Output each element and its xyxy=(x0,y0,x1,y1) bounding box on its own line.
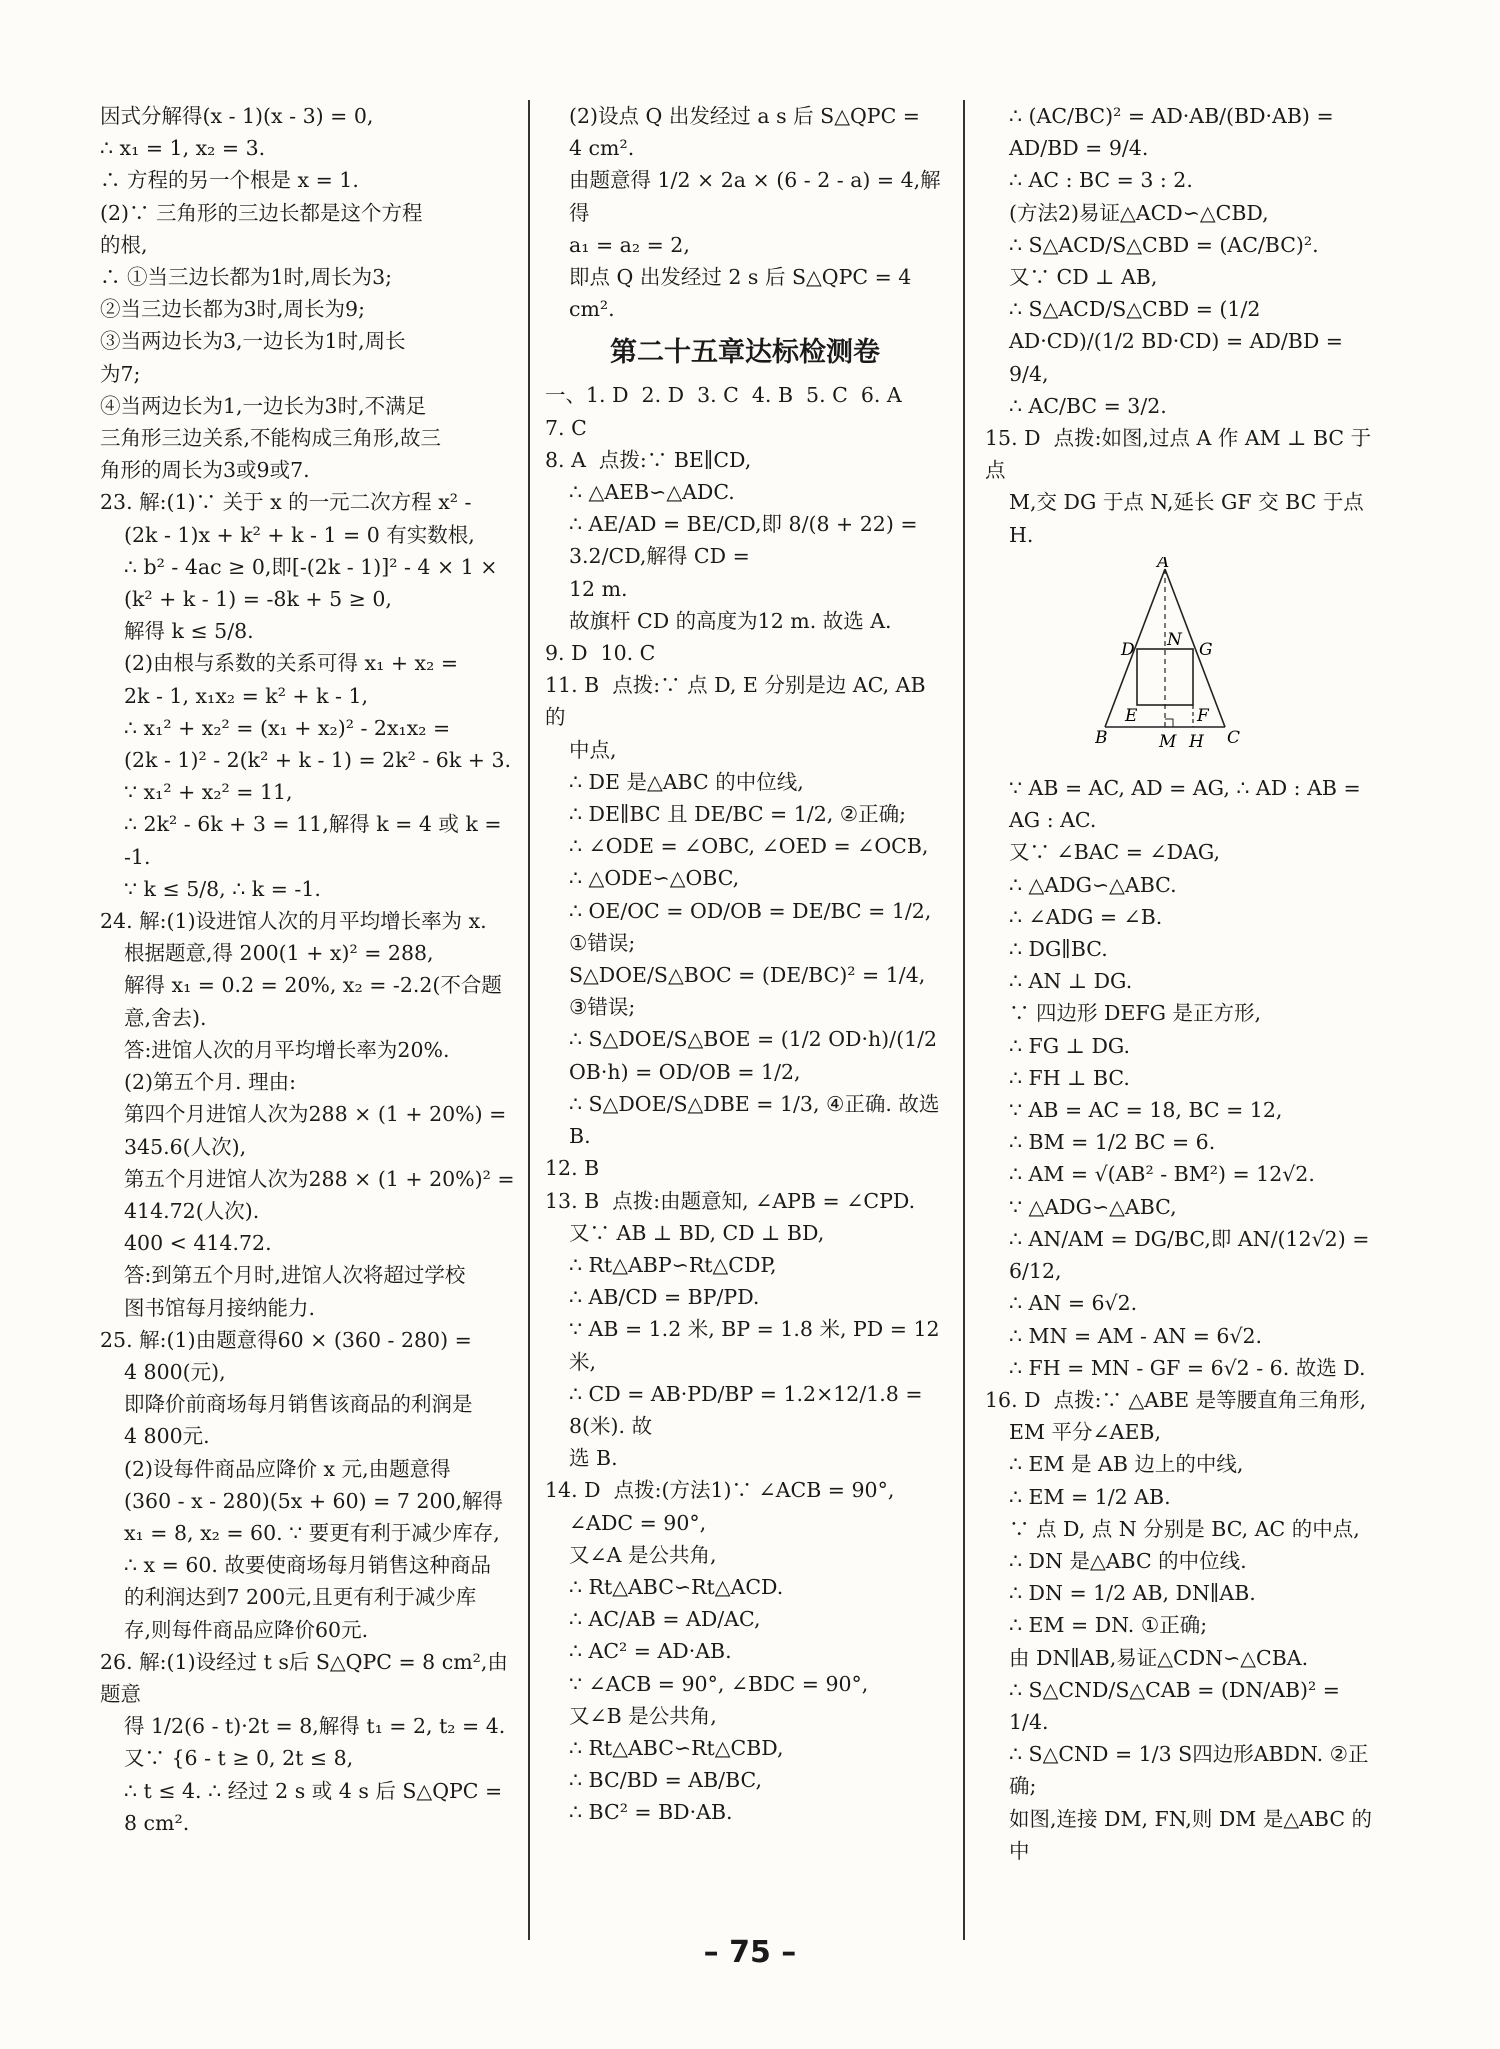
text-line: 即点 Q 出发经过 2 s 后 S△QPC = 4 cm². xyxy=(569,265,918,322)
text-line: ∠ADC = 90°, xyxy=(569,1510,707,1535)
text-line: (2)由根与系数的关系可得 x₁ + x₂ = xyxy=(124,651,459,676)
text-line: ∴ BC/BD = AB/BC, xyxy=(569,1768,762,1793)
text-line: ∴ AN/AM = DG/BC,即 AN/(12√2) = 6/12, xyxy=(1009,1226,1376,1284)
text-line: 又∵ CD ⊥ AB, xyxy=(1009,265,1158,290)
column-divider xyxy=(528,100,530,1940)
chapter-title: 第二十五章达标检测卷 xyxy=(610,337,880,369)
label-n: N xyxy=(1167,629,1182,650)
text-line: ∴ EM = DN. ①正确; xyxy=(1009,1613,1208,1638)
text-line: ∴ (AC/BC)² = AD·AB/(BD·AB) = AD/BD = 9/4. xyxy=(1009,104,1341,161)
text-line: 2k - 1, x₁x₂ = k² + k - 1, xyxy=(124,683,369,708)
text-line: ③当两边长为3,一边长为1时,周长 xyxy=(100,329,406,354)
text-line: 又∵ ∠BAC = ∠DAG, xyxy=(1009,840,1221,865)
text-line: S△DOE/S△BOC = (DE/BC)² = 1/4, ③错误; xyxy=(569,963,932,1020)
answers-1-6: 一、1. D 2. D 3. C 4. B 5. C 6. A xyxy=(545,383,902,408)
text-line: (2k - 1)x + k² + k - 1 = 0 有实数根, xyxy=(124,522,475,547)
text-line: 400 < 414.72. xyxy=(124,1231,272,1256)
text-line: 角形的周长为3或9或7. xyxy=(100,458,310,483)
text-line: ∴ MN = AM - AN = 6√2. xyxy=(1009,1323,1263,1348)
text-line: ∴ ①当三边长都为1时,周长为3; xyxy=(100,265,393,290)
text-line: (2k - 1)² - 2(k² + k - 1) = 2k² - 6k + 3. xyxy=(124,748,512,773)
text-line: ∵ 四边形 DEFG 是正方形, xyxy=(1009,1001,1262,1026)
page-number: – 75 – xyxy=(703,1935,797,1970)
text-line: 存,则每件商品应降价60元. xyxy=(124,1617,369,1642)
text-line: 因式分解得(x - 1)(x - 3) = 0, xyxy=(100,104,374,128)
text-line: 由题意得 1/2 × 2a × (6 - 2 - a) = 4,解得 xyxy=(569,168,941,225)
column-divider xyxy=(963,100,965,1940)
question-11: 11. B 点拨:∵ 点 D, E 分别是边 AC, AB 的 xyxy=(545,673,933,730)
label-g: G xyxy=(1199,639,1213,660)
text-line: ∴ DE 是△ABC 的中位线, xyxy=(569,769,804,794)
text-line: ∴ OE/OC = OD/OB = DE/BC = 1/2, ①错误; xyxy=(569,898,938,955)
text-line: ∵ AB = AC, AD = AG, ∴ AD : AB = AG : AC. xyxy=(1009,776,1368,833)
text-line: 三角形三边关系,不能构成三角形,故三 xyxy=(100,426,442,451)
text-line: EM 平分∠AEB, xyxy=(1009,1420,1161,1445)
edge-ab xyxy=(1105,569,1165,727)
text-line: 的根, xyxy=(100,232,148,257)
text-line: ∵ AB = 1.2 米, BP = 1.8 米, PD = 12 米, xyxy=(569,1317,947,1374)
text-line: ∴ AE/AD = BE/CD,即 8/(8 + 22) = 3.2/CD,解得 CD = xyxy=(569,512,925,569)
text-line: 故旗杆 CD 的高度为12 m. 故选 A. xyxy=(569,608,892,633)
text-line: ∴ FH ⊥ BC. xyxy=(1009,1065,1130,1090)
text-line: (方法2)易证△ACD∽△CBD, xyxy=(1009,200,1269,225)
label-f: F xyxy=(1197,705,1209,726)
right-angle-mark xyxy=(1165,719,1173,727)
question-16: 16. D 点拨:∵ △ABE 是等腰直角三角形, xyxy=(985,1387,1367,1412)
text-line: ④当两边长为1,一边长为3时,不满足 xyxy=(100,393,427,418)
text-line: ∴ Rt△ABC∽Rt△CBD, xyxy=(569,1735,784,1760)
text-line: (2)∵ 三角形的三边长都是这个方程 xyxy=(100,200,423,225)
text-line: ∴ EM = 1/2 AB. xyxy=(1009,1484,1171,1509)
text-line: ∴ ∠ODE = ∠OBC, ∠OED = ∠OCB, xyxy=(569,834,929,859)
text-line: ∴ DG∥BC. xyxy=(1009,937,1108,962)
text-line: 345.6(人次), xyxy=(124,1134,247,1159)
text-line: ∴ S△CND = 1/3 S四边形ABDN. ②正确; xyxy=(1009,1742,1369,1799)
label-h: H xyxy=(1189,731,1204,752)
text-line: ∴ DE∥BC 且 DE/BC = 1/2, ②正确; xyxy=(569,802,907,827)
question-24: 24. 解:(1)设进馆人次的月平均增长率为 x. xyxy=(100,909,487,934)
column-1 xyxy=(100,100,515,1839)
text-line: 4 800元. xyxy=(124,1424,210,1449)
text-line: ∴ AC/BC = 3/2. xyxy=(1009,393,1167,418)
question-13: 13. B 点拨:由题意知, ∠APB = ∠CPD. xyxy=(545,1188,916,1213)
text-line: 又∠A 是公共角, xyxy=(569,1542,717,1567)
text-line: 得 1/2(6 - t)·2t = 8,解得 t₁ = 2, t₂ = 4. xyxy=(124,1714,506,1739)
text-line: 解得 k ≤ 5/8. xyxy=(124,619,254,644)
text-line: (360 - x - 280)(5x + 60) = 7 200,解得 xyxy=(124,1488,504,1513)
text-line: ∴ BM = 1/2 BC = 6. xyxy=(1009,1130,1216,1155)
text-line: 8 cm². xyxy=(124,1810,190,1835)
text-line: ∴ 方程的另一个根是 x = 1. xyxy=(100,168,359,193)
text-line: 的利润达到7 200元,且更有利于减少库 xyxy=(124,1585,477,1610)
text-line: 中点, xyxy=(569,737,617,762)
text-line: 第五个月进馆人次为288 × (1 + 20%)² = xyxy=(124,1166,515,1191)
text-line: 又∵ AB ⊥ BD, CD ⊥ BD, xyxy=(569,1220,825,1245)
label-m: M xyxy=(1159,731,1177,752)
text-line: ∴ S△DOE/S△DBE = 1/3, ④正确. 故选 B. xyxy=(569,1091,946,1149)
label-e: E xyxy=(1125,705,1138,726)
text-line: 答:到第五个月时,进馆人次将超过学校 xyxy=(124,1263,466,1288)
text-line: (2)第五个月. 理由: xyxy=(124,1070,296,1095)
text-line: ∴ AC/AB = AD/AC, xyxy=(569,1607,761,1632)
text-line: 又∵ {6 - t ≥ 0, 2t ≤ 8, xyxy=(124,1746,354,1771)
question-15: 15. D 点拨:如图,过点 A 作 AM ⊥ BC 于点 xyxy=(985,426,1372,483)
label-d: D xyxy=(1121,639,1135,660)
text-line: 414.72(人次). xyxy=(124,1198,260,1223)
text-line: 由 DN∥AB,易证△CDN∽△CBA. xyxy=(1009,1645,1309,1670)
text-line: (2)设每件商品应降价 x 元,由题意得 xyxy=(124,1456,451,1481)
column-2 xyxy=(545,100,945,1829)
text-line: x₁ = 8, x₂ = 60. ∵ 要更有利于减少库存, xyxy=(124,1520,500,1545)
text-line: (k² + k - 1) = -8k + 5 ≥ 0, xyxy=(124,587,392,612)
text-line: 选 B. xyxy=(569,1446,618,1471)
text-line: 4 800(元), xyxy=(124,1359,226,1384)
text-line: ∵ ∠ACB = 90°, ∠BDC = 90°, xyxy=(569,1671,869,1696)
text-line: ∵ x₁² + x₂² = 11, xyxy=(124,780,293,805)
text-line: 又∠B 是公共角, xyxy=(569,1703,717,1728)
text-line: 即降价前商场每月销售该商品的利润是 xyxy=(124,1392,473,1417)
text-line: 意,舍去). xyxy=(124,1005,207,1030)
text-line: ∴ FG ⊥ DG. xyxy=(1009,1033,1131,1058)
text-line: ∴ S△DOE/S△BOE = (1/2 OD·h)/(1/2 OB·h) = OD/OB = 1/2, xyxy=(569,1027,944,1084)
text-line: ∴ Rt△ABC∽Rt△ACD. xyxy=(569,1574,784,1599)
text-line: ∴ 2k² - 6k + 3 = 11,解得 k = 4 或 k = -1. xyxy=(124,812,509,869)
text-line: ∴ x₁ = 1, x₂ = 3. xyxy=(100,136,266,161)
text-line: ∵ AB = AC = 18, BC = 12, xyxy=(1009,1098,1283,1123)
text-line: a₁ = a₂ = 2, xyxy=(569,232,690,257)
question-8: 8. A 点拨:∵ BE∥CD, xyxy=(545,447,752,472)
text-line: ∴ △AEB∽△ADC. xyxy=(569,480,735,505)
text-line: ∴ DN = 1/2 AB, DN∥AB. xyxy=(1009,1581,1256,1606)
question-14: 14. D 点拨:(方法1)∵ ∠ACB = 90°, xyxy=(545,1478,895,1503)
text-line: ∴ S△ACD/S△CBD = (AC/BC)². xyxy=(1009,232,1319,257)
label-b: B xyxy=(1095,727,1108,748)
text-line: ②当三边长都为3时,周长为9; xyxy=(100,297,366,322)
text-line: ∴ CD = AB·PD/BP = 1.2×12/1.8 = 8(米). 故 xyxy=(569,1381,930,1438)
text-line: ∴ b² - 4ac ≥ 0,即[-(2k - 1)]² - 4 × 1 × xyxy=(124,554,498,579)
text-line: ∴ x₁² + x₂² = (x₁ + x₂)² - 2x₁x₂ = xyxy=(124,715,451,740)
question-23: 23. 解:(1)∵ 关于 x 的一元二次方程 x² - xyxy=(100,490,472,515)
text-line: ∴ △ADG∽△ABC. xyxy=(1009,872,1177,897)
text-line: 如图,连接 DM, FN,则 DM 是△ABC 的中 xyxy=(1009,1806,1373,1863)
text-line: 9. D 10. C xyxy=(545,641,656,666)
text-line: ∴ AN ⊥ DG. xyxy=(1009,969,1133,994)
text-line: ∴ FH = MN - GF = 6√2 - 6. 故选 D. xyxy=(1009,1355,1366,1380)
text-line: ∴ t ≤ 4. ∴ 经过 2 s 或 4 s 后 S△QPC = xyxy=(124,1778,503,1803)
label-c: C xyxy=(1227,727,1241,748)
text-line: ∵ △ADG∽△ABC, xyxy=(1009,1194,1177,1219)
text-line: 根据题意,得 200(1 + x)² = 288, xyxy=(124,941,434,966)
label-a: A xyxy=(1157,556,1170,572)
text-line: 12. B xyxy=(545,1156,600,1181)
text-line: ∴ AN = 6√2. xyxy=(1009,1291,1138,1316)
text-line: ∴ AB/CD = BP/PD. xyxy=(569,1285,760,1310)
text-line: ∴ Rt△ABP∽Rt△CDP, xyxy=(569,1252,777,1277)
text-line: 12 m. xyxy=(569,576,628,601)
text-line: 第四个月进馆人次为288 × (1 + 20%) = xyxy=(124,1102,507,1127)
text-line: 答:进馆人次的月平均增长率为20%. xyxy=(124,1037,450,1062)
text-line: M,交 DG 于点 N,延长 GF 交 BC 于点 H. xyxy=(1009,490,1371,547)
text-line: (2)设点 Q 出发经过 a s 后 S△QPC = xyxy=(569,104,920,128)
triangle-square-figure xyxy=(1095,557,1275,757)
text-line: ∴ x = 60. 故要使商场每月销售这种商品 xyxy=(124,1553,491,1578)
text-line: ∴ DN 是△ABC 的中位线. xyxy=(1009,1548,1247,1573)
question-26: 26. 解:(1)设经过 t s后 S△QPC = 8 cm²,由题意 xyxy=(100,1649,508,1706)
text-line: ∴ S△ACD/S△CBD = (1/2 AD·CD)/(1/2 BD·CD) = AD/BD = 9/4, xyxy=(1009,297,1350,386)
text-line: ∴ EM 是 AB 边上的中线, xyxy=(1009,1452,1244,1477)
text-line: 解得 x₁ = 0.2 = 20%, x₂ = -2.2(不合题 xyxy=(124,973,502,998)
text-line: ∴ AC : BC = 3 : 2. xyxy=(1009,168,1193,193)
text-line: ∴ BC² = BD·AB. xyxy=(569,1800,733,1825)
column-3 xyxy=(985,100,1385,1867)
text-line: ∴ S△CND/S△CAB = (DN/AB)² = 1/4. xyxy=(1009,1677,1347,1734)
text-line: 7. C xyxy=(545,415,587,440)
text-line: ∵ k ≤ 5/8, ∴ k = -1. xyxy=(124,876,321,901)
text-line: ∴ AM = √(AB² - BM²) = 12√2. xyxy=(1009,1162,1315,1187)
text-line: ∵ 点 D, 点 N 分别是 BC, AC 的中点, xyxy=(1009,1516,1360,1541)
text-line: ∴ AC² = AD·AB. xyxy=(569,1639,732,1664)
question-25: 25. 解:(1)由题意得60 × (360 - 280) = xyxy=(100,1327,472,1352)
text-line: 4 cm². xyxy=(569,136,635,161)
text-line: ∴ △ODE∽△OBC, xyxy=(569,866,740,891)
text-line: 图书馆每月接纳能力. xyxy=(124,1295,316,1320)
text-line: 为7; xyxy=(100,361,141,386)
text-line: ∴ ∠ADG = ∠B. xyxy=(1009,904,1163,929)
